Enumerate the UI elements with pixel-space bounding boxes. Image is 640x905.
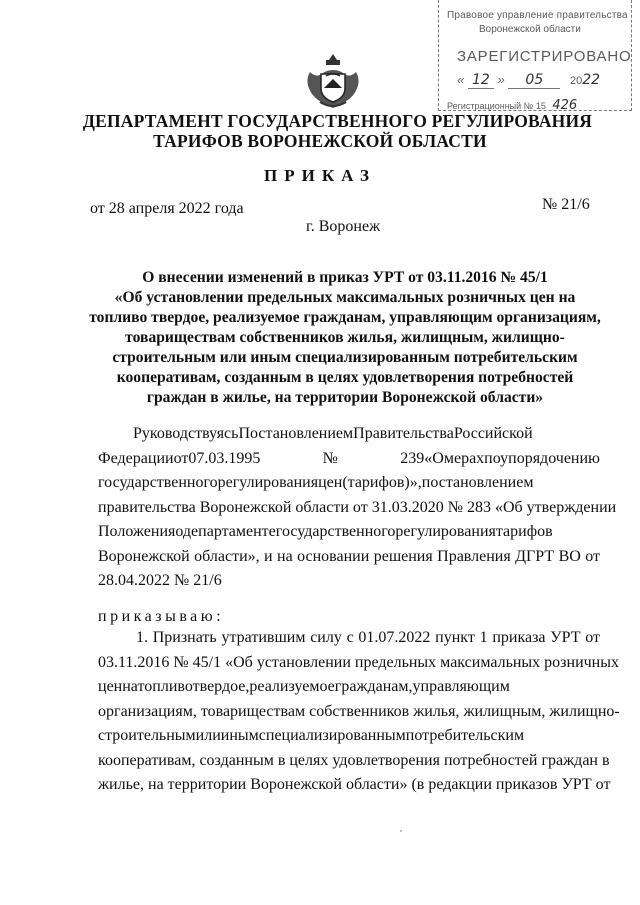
subject-line: топливо твердое, реализуемое гражданам, управляющим организациям,	[89, 309, 601, 326]
paragraph-line	[98, 569, 600, 594]
word: (тарифов)»,	[342, 474, 422, 491]
order-subject	[85, 268, 605, 408]
word: строительным	[98, 727, 196, 744]
stamp-reg-label: Регистрационный № 15	[447, 101, 546, 111]
subject-line: «Об установлении предельных максимальных розничных цен на	[114, 289, 576, 306]
word: потребительским	[405, 727, 525, 744]
subject-line: товариществам собственников жилья, жилищным, жилищно-	[125, 329, 565, 346]
subject-line: кооперативам, созданным в целях удовлетворения потребностей	[116, 369, 574, 386]
line-text: 1. Признать утратившим силу с 01.07.2022 пункт 1 приказа УРТ от	[136, 629, 600, 646]
line-text: 03.11.2016 № 45/1 «Об установлении предельных максимальных розничных	[98, 653, 619, 671]
word: государственного	[275, 523, 396, 540]
registration-stamp	[438, 0, 632, 111]
word: специализированным	[258, 727, 406, 744]
paragraph-line	[98, 675, 600, 700]
line-text: кооперативам, созданным в целях удовлетворения потребностей граждан в	[98, 751, 610, 769]
word: 239	[400, 449, 425, 467]
paragraph-line	[98, 700, 620, 725]
word: или	[195, 727, 221, 744]
order-word: приказываю:	[98, 608, 225, 625]
word: регулирования	[395, 523, 496, 540]
coat-of-arms-icon	[302, 52, 364, 112]
word: на	[122, 678, 138, 695]
word: №	[260, 449, 401, 467]
paragraph-line	[98, 520, 600, 545]
word: тарифов	[495, 523, 553, 540]
stamp-date: « 12 » 05 2022	[457, 72, 601, 88]
order-number: № 21/6	[542, 196, 590, 213]
stamp-line1: Правовое управление правительства	[447, 10, 628, 21]
word: топливо	[137, 678, 193, 695]
stamp-day: 12	[468, 72, 494, 89]
word: Постановлением	[238, 425, 354, 442]
order-item-1	[98, 626, 620, 798]
paragraph-line	[98, 651, 619, 676]
stamp-line2: Воронежской области	[479, 24, 581, 35]
paragraph-line	[98, 422, 600, 447]
word: о	[175, 523, 183, 540]
subject-line: граждан в жилье, на территории Воронежской области»	[146, 389, 544, 406]
word: постановлением	[421, 474, 534, 491]
subject-line: О внесении изменений в приказ УРТ от 03.11.2016 № 45/1	[142, 269, 548, 286]
department-name-line1: ДЕПАРТАМЕНТ ГОСУДАРСТВЕННОГО РЕГУЛИРОВАНИЯ	[82, 111, 593, 131]
stamp-status: ЗАРЕГИСТРИРОВАНО	[457, 48, 632, 65]
order-date: от 28 апреля 2022 года	[90, 200, 244, 217]
word: по	[484, 449, 501, 467]
subject-line: строительным или иным специализированным потребительским	[112, 349, 578, 366]
line-text: жилье, на территории Воронежской области» (в редакции приказов УРТ от	[98, 776, 611, 793]
word: Руководствуясь	[133, 425, 239, 442]
stamp-year-suffix: 22	[582, 72, 601, 88]
word: Российской	[453, 425, 533, 442]
line-text: Воронежской области», и на основании решения Правления ДГРТ ВО от	[98, 547, 600, 565]
paragraph-line	[98, 496, 617, 521]
word: гражданам,	[334, 678, 413, 695]
line-text: организациям, товариществам собственников жилья, жилищным, жилищно-	[98, 702, 620, 720]
line-text: 28.04.2022 № 21/6	[98, 572, 222, 589]
word: мерах	[443, 449, 485, 467]
word: регулирования	[217, 474, 319, 491]
paragraph-line	[98, 626, 600, 651]
paragraph-line	[98, 773, 611, 798]
word: государственного	[98, 474, 218, 491]
word: департаменте	[182, 523, 276, 540]
word: реализуемое	[249, 678, 335, 695]
department-name-line2: ТАРИФОВ ВОРОНЕЖСКОЙ ОБЛАСТИ	[153, 131, 487, 151]
word: управляющим	[412, 678, 510, 695]
word: от	[173, 449, 189, 467]
paragraph-line	[98, 545, 600, 570]
word: упорядочению	[500, 449, 600, 467]
word: 07.03.1995	[188, 449, 261, 467]
word: «О	[424, 449, 444, 467]
stamp-reg-number: 426	[552, 98, 578, 113]
paragraph-line	[98, 447, 600, 472]
paragraph-line	[98, 724, 600, 749]
order-city: г. Воронеж	[306, 218, 381, 235]
document-type: ПРИКАЗ	[264, 166, 376, 185]
word: цен	[98, 678, 123, 695]
paragraph-line	[98, 749, 610, 774]
word: Федерации	[98, 449, 174, 467]
legal-basis-paragraph	[98, 422, 617, 594]
scan-artifact	[400, 830, 402, 832]
line-text: правительства Воронежской области от 31.03.2020 № 283 «Об утверждении	[98, 498, 617, 516]
word: иным	[220, 727, 259, 744]
paragraph-line	[98, 471, 600, 496]
stamp-month: 05	[508, 72, 560, 89]
stamp-year-prefix: 20	[569, 75, 583, 87]
word: цен	[318, 474, 343, 491]
word: Правительства	[353, 425, 454, 442]
word: твердое,	[192, 678, 250, 695]
word: Положения	[98, 523, 176, 540]
